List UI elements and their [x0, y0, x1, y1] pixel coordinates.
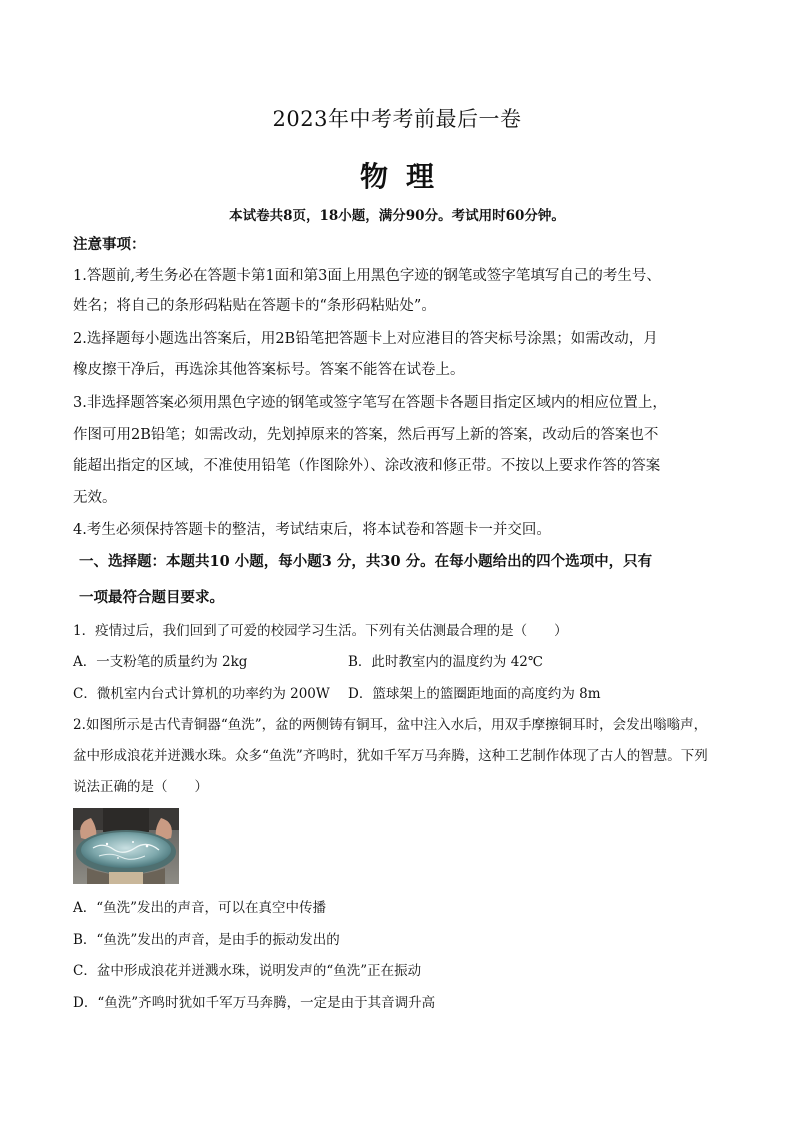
question-1-option-d: D．篮球架上的篮圈距地面的高度约为 8m: [348, 686, 601, 702]
notes-line: 4.考生必须保持答题卡的整洁，考试结束后，将本试卷和答题卡一并交回。: [73, 522, 551, 538]
question-2-option-d: D．“鱼洗”齐鸣时犹如千军万马奔腾，一定是由于其音调升高: [73, 995, 436, 1011]
notes-line: 无效。: [73, 490, 117, 506]
notes-line: 3.非选择题答案必须用黑色字迹的钢笔或签字笔写在答题卡各题目指定区域内的相应位置上，: [73, 395, 667, 411]
notes-line: 姓名；将自己的条形码粘贴在答题卡的“条形码粘贴处”。: [73, 298, 436, 314]
notes-line: 1.答题前,考生务必在答题卡第1面和第3面上用黑色字迹的钢笔或签字笔填写自己的考生号、: [73, 268, 661, 284]
question-2-option-c: C．盆中形成浪花并迸溅水珠，说明发声的“鱼洗”正在振动: [73, 963, 422, 979]
subject-title: 物理: [359, 160, 452, 193]
question-2-option-a: A．“鱼洗”发出的声音，可以在真空中传播: [73, 900, 327, 916]
notes-line: 橡皮擦干净后，再选涂其他答案标号。答案不能答在试卷上。: [73, 362, 465, 378]
question-1-option-b: B．此时教室内的温度约为 42℃: [348, 654, 543, 670]
exam-info: 本试卷共8页，18小题，满分90分。考试用时60分钟。: [229, 208, 565, 224]
notes-heading: 注意事项：: [73, 236, 146, 253]
question-1-stem: 1．疫情过后，我们回到了可爱的校园学习生活。下列有关估测最合理的是（ ）: [73, 623, 568, 639]
question-2-option-b: B．“鱼洗”发出的声音，是由手的振动发出的: [73, 932, 340, 948]
question-2-stem-line: 说法正确的是（ ）: [73, 779, 208, 795]
question-2-stem-line: 2.如图所示是古代青铜器“鱼洗”，盆的两侧铸有铜耳，盆中注入水后，用双手摩擦铜耳时，会发出嗡嗡声，: [73, 717, 708, 733]
notes-line: 能超出指定的区域，不准使用铅笔（作图除外）、涂改液和修正带。不按以上要求作答的答案: [73, 458, 661, 474]
question-1-option-c: C．微机室内台式计算机的功率约为 200W: [73, 686, 330, 702]
section-heading: 一、选择题：本题共10 小题，每小题3 分，共30 分。在每小题给出的四个选项中，只有: [79, 553, 653, 570]
notes-line: 2.选择题每小题选出答案后，用2B铅笔把答题卡上对应港目的答宊标号涂黑；如需改动，月: [73, 331, 658, 347]
question-1-option-a: A．一支粉笔的质量约为 2kg: [73, 654, 248, 670]
exam-title: 2023年中考考前最后一卷: [272, 107, 522, 131]
section-heading-cont: 一项最符合题目要求。: [79, 589, 224, 606]
question-2-stem-line: 盆中形成浪花并迸溅水珠。众多“鱼洗”齐鸣时，犹如千军万马奔腾，这种工艺制作体现了古人的智慧。下列: [73, 748, 708, 764]
yuxi-bronze-basin-photo: [73, 808, 179, 884]
notes-line: 作图可用2B铅笔；如需改动，先划掉原来的答案，然后再写上新的答案，改动后的答案也不: [73, 427, 659, 443]
